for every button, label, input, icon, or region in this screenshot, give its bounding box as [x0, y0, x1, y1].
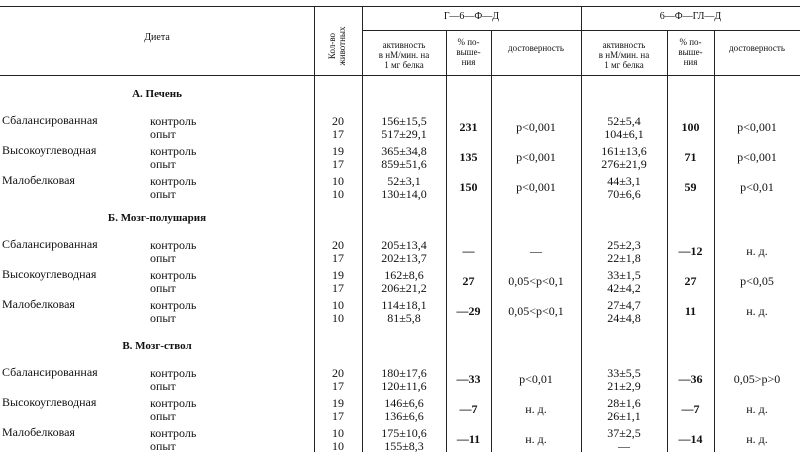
diet-name: Высокоуглеводная: [2, 267, 97, 281]
header-g6pd-activity: [362, 40, 446, 70]
g6pd-significance: —: [530, 244, 542, 258]
g6pgd-activity: 25±2,3: [607, 238, 641, 252]
diet-name: Малобелковая: [2, 173, 75, 187]
header-g6pd-significance: достоверность: [508, 43, 564, 53]
group-label: контроль: [150, 426, 197, 440]
group-label: опыт: [150, 251, 176, 265]
header-count: [327, 6, 349, 86]
g6pgd-percent: —36: [678, 372, 703, 386]
g6pgd-activity: 37±2,5: [607, 426, 641, 440]
diet-name: Малобелковая: [2, 297, 75, 311]
group-label: опыт: [150, 157, 176, 171]
g6pd-significance: 0,05<p<0,1: [508, 304, 564, 318]
g6pd-activity: 175±10,6: [381, 426, 427, 440]
col-divider-g6pgd-sig: [714, 30, 715, 452]
g6pgd-significance: p<0,001: [737, 120, 777, 134]
g6pd-percent: 135: [459, 150, 478, 164]
g6pgd-activity: 52±5,4: [607, 114, 641, 128]
group-label: контроль: [150, 238, 197, 252]
g6pd-significance: 0,05<p<0,1: [508, 274, 564, 288]
diet-name: Малобелковая: [2, 425, 75, 439]
g6pgd-significance: н. д.: [746, 304, 768, 318]
diet-name: Высокоуглеводная: [2, 143, 97, 157]
g6pd-percent: —33: [456, 372, 481, 386]
header-activity-line1: активность: [382, 40, 426, 50]
header-percent-line2: выше-: [456, 47, 481, 57]
header-diet: Диета: [144, 32, 170, 43]
animal-count: 17: [332, 379, 344, 393]
g6pgd-significance: н. д.: [746, 244, 768, 258]
animal-count: 17: [332, 127, 344, 141]
g6pd-activity: 155±8,3: [384, 439, 424, 453]
group-label: контроль: [150, 366, 197, 380]
header-g6pgd-percent: [667, 37, 714, 67]
animal-count: 19: [332, 396, 344, 410]
header-activity-line1: активность: [602, 40, 646, 50]
animal-count: 10: [332, 426, 344, 440]
g6pgd-activity: 28±1,6: [607, 396, 641, 410]
g6pgd-activity: 26±1,1: [607, 409, 641, 423]
g6pd-significance: н. д.: [525, 432, 547, 446]
g6pd-percent: —7: [459, 402, 478, 416]
header-activity-line3: 1 мг белка: [604, 60, 644, 70]
g6pd-activity: 517±29,1: [381, 127, 427, 141]
header-percent-line3: ния: [461, 57, 476, 67]
g6pgd-percent: —7: [681, 402, 700, 416]
col-divider-g6pgd-pct: [667, 30, 668, 452]
group-label: контроль: [150, 268, 197, 282]
g6pgd-significance: н. д.: [746, 402, 768, 416]
g6pgd-percent: 27: [684, 274, 697, 288]
diet-name: Высокоуглеводная: [2, 395, 97, 409]
diet-name: Сбалансированная: [2, 237, 98, 251]
header-bottom-rule: [0, 75, 800, 76]
g6pd-percent: —29: [456, 304, 481, 318]
g6pd-activity: 206±21,2: [381, 281, 427, 295]
g6pgd-activity: 276±21,9: [601, 157, 647, 171]
g6pgd-activity: 33±1,5: [607, 268, 641, 282]
group-label: контроль: [150, 396, 197, 410]
header-activity-line3: 1 мг белка: [384, 60, 424, 70]
section-title: А. Печень: [132, 88, 182, 100]
g6pgd-percent: —12: [678, 244, 703, 258]
diet-name: Сбалансированная: [2, 365, 98, 379]
animal-count: 10: [332, 298, 344, 312]
g6pgd-percent: 59: [684, 180, 697, 194]
animal-count: 20: [332, 114, 344, 128]
group-label: контроль: [150, 144, 197, 158]
animal-count: 10: [332, 187, 344, 201]
animal-count: 10: [332, 311, 344, 325]
g6pd-activity: 81±5,8: [387, 311, 421, 325]
g6pgd-activity: 104±6,1: [604, 127, 644, 141]
header-g6pd-percent: [446, 37, 491, 67]
animal-count: 10: [332, 439, 344, 453]
header-percent-line1: % по-: [679, 37, 702, 47]
animal-count: 20: [332, 366, 344, 380]
animal-count: 19: [332, 268, 344, 282]
g6pgd-percent: 100: [681, 120, 700, 134]
g6pgd-significance: p<0,001: [737, 150, 777, 164]
g6pd-activity: 114±18,1: [381, 298, 427, 312]
g6pd-percent: 231: [459, 120, 478, 134]
group-label: опыт: [150, 439, 176, 453]
animal-count: 20: [332, 238, 344, 252]
g6pd-activity: 205±13,4: [381, 238, 427, 252]
g6pd-significance: p<0,001: [516, 150, 556, 164]
g6pgd-activity: 24±4,8: [607, 311, 641, 325]
g6pd-activity: 156±15,5: [381, 114, 427, 128]
header-g6pgd-activity: [581, 40, 667, 70]
group-label: опыт: [150, 127, 176, 141]
g6pgd-activity: 44±3,1: [607, 174, 641, 188]
g6pd-percent: —11: [456, 432, 481, 446]
g6pd-activity: 136±6,6: [384, 409, 424, 423]
g6pd-activity: 120±11,6: [381, 379, 427, 393]
table-top-rule: [0, 6, 800, 7]
g6pd-activity: 146±6,6: [384, 396, 424, 410]
header-g6pd: Г—6—Ф—Д: [443, 11, 500, 22]
header-activity-line2: в нМ/мин. на: [378, 50, 430, 60]
section-title: Б. Мозг-полушария: [107, 212, 207, 224]
g6pgd-activity: 27±4,7: [607, 298, 641, 312]
g6pgd-significance: p<0,05: [740, 274, 774, 288]
group-label: контроль: [150, 114, 197, 128]
g6pd-percent: 150: [459, 180, 478, 194]
header-percent-line2: выше-: [678, 47, 703, 57]
col-divider-g6pd-pct: [446, 30, 447, 452]
animal-count: 10: [332, 174, 344, 188]
g6pd-activity: 52±3,1: [387, 174, 421, 188]
group-label: контроль: [150, 174, 197, 188]
header-count-line2: животных: [337, 26, 347, 66]
g6pd-significance: н. д.: [525, 402, 547, 416]
g6pgd-activity: —: [618, 439, 630, 453]
group-label: опыт: [150, 409, 176, 423]
g6pgd-activity: 42±4,2: [607, 281, 641, 295]
group-label: опыт: [150, 379, 176, 393]
header-activity-line2: в нМ/мин. на: [598, 50, 650, 60]
g6pgd-significance: н. д.: [746, 432, 768, 446]
animal-count: 17: [332, 157, 344, 171]
group-label: контроль: [150, 298, 197, 312]
g6pgd-activity: 21±2,9: [607, 379, 641, 393]
g6pgd-percent: 71: [684, 150, 697, 164]
header-percent-line1: % по-: [457, 37, 480, 47]
g6pd-activity: 365±34,8: [381, 144, 427, 158]
group-label: опыт: [150, 311, 176, 325]
animal-count: 17: [332, 281, 344, 295]
g6pd-significance: p<0,01: [519, 372, 553, 386]
g6pgd-activity: 22±1,8: [607, 251, 641, 265]
g6pgd-activity: 161±13,6: [601, 144, 647, 158]
animal-count: 17: [332, 409, 344, 423]
g6pd-activity: 162±8,6: [384, 268, 424, 282]
group-label: опыт: [150, 187, 176, 201]
g6pgd-activity: 33±5,5: [607, 366, 641, 380]
header-g6pgd: 6—Ф—ГЛ—Д: [659, 11, 722, 22]
g6pgd-percent: 11: [684, 304, 697, 318]
header-count-line1: Кол-во: [327, 32, 337, 60]
g6pd-activity: 180±17,6: [381, 366, 427, 380]
diet-name: Сбалансированная: [2, 113, 98, 127]
g6pd-activity: 202±13,7: [381, 251, 427, 265]
g6pgd-percent: —14: [678, 432, 703, 446]
g6pd-percent: 27: [462, 274, 475, 288]
g6pgd-significance: 0,05>p>0: [733, 372, 781, 386]
header-percent-line3: ния: [683, 57, 698, 67]
g6pd-significance: p<0,001: [516, 120, 556, 134]
section-title: В. Мозг-ствол: [122, 340, 192, 352]
g6pgd-significance: p<0,01: [740, 180, 774, 194]
group-label: опыт: [150, 281, 176, 295]
animal-count: 19: [332, 144, 344, 158]
g6pd-activity: 130±14,0: [381, 187, 427, 201]
col-divider-g6pd-sig: [491, 30, 492, 452]
g6pd-activity: 859±51,6: [381, 157, 427, 171]
g6pd-percent: —: [462, 244, 475, 258]
header-g6pgd-significance: достоверность: [729, 43, 785, 53]
g6pd-significance: p<0,001: [516, 180, 556, 194]
animal-count: 17: [332, 251, 344, 265]
g6pgd-activity: 70±6,6: [607, 187, 641, 201]
